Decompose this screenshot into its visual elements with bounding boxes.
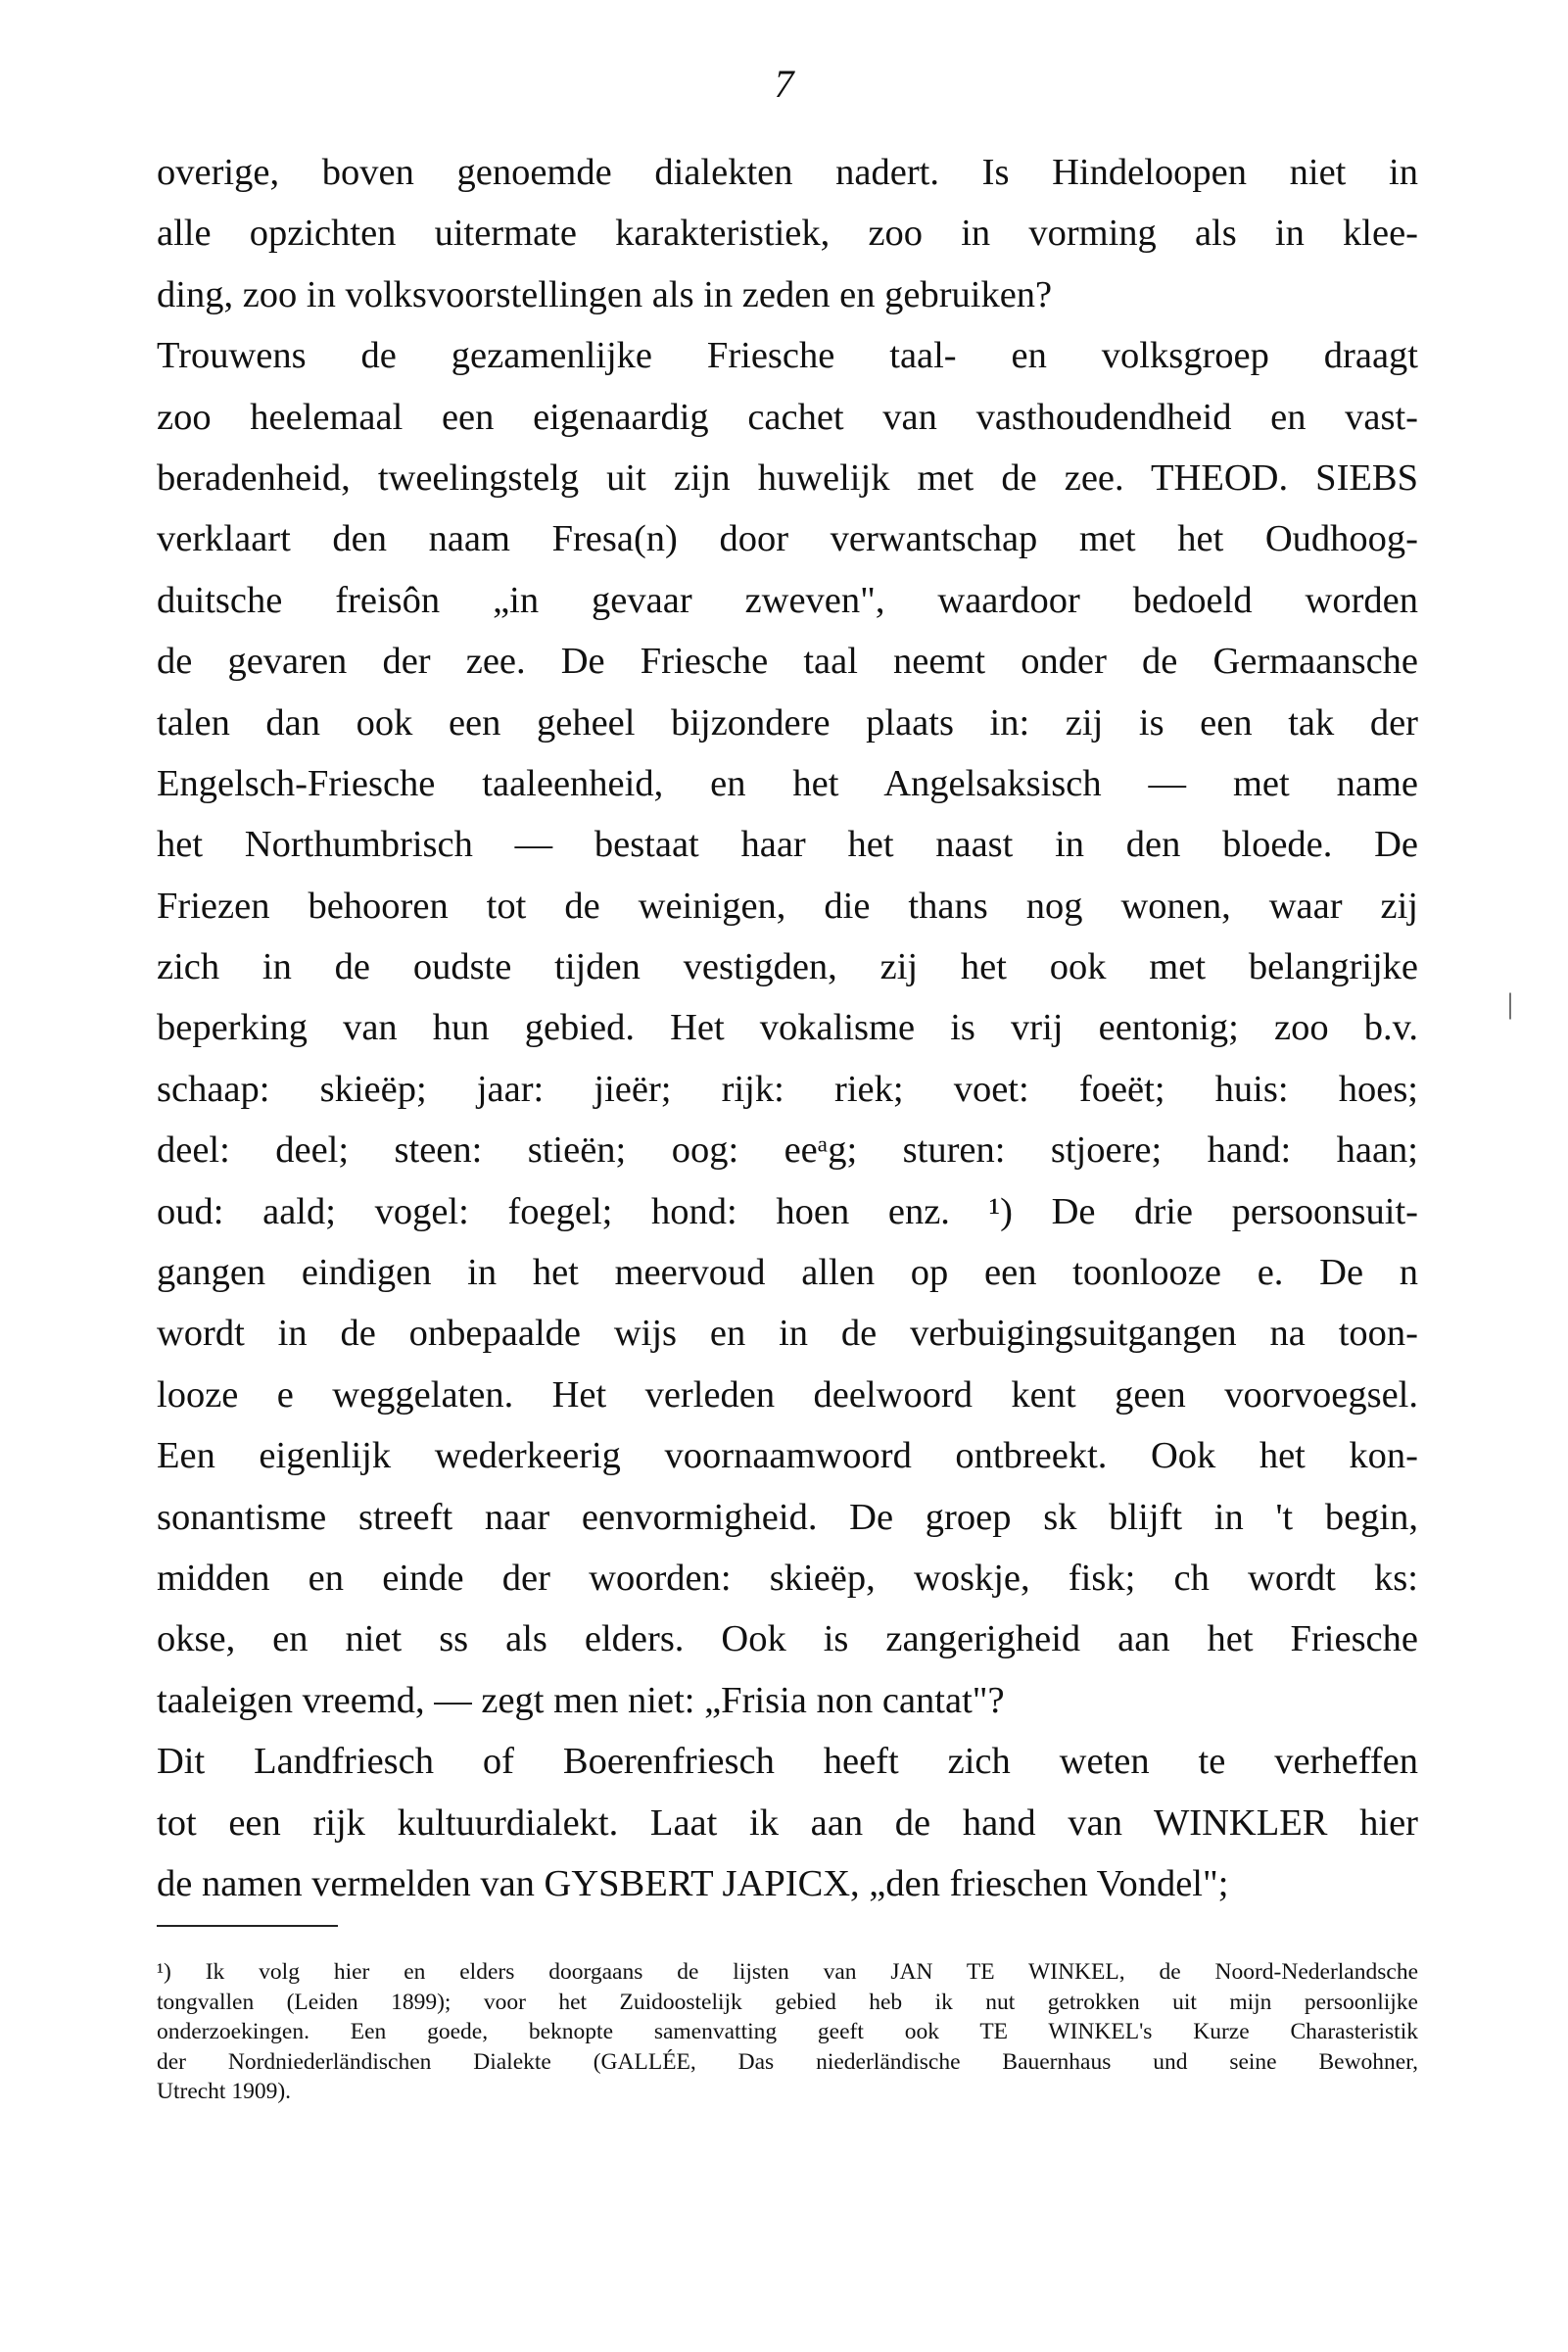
text-line: Engelsch-Friesche taaleenheid, en het Angelsaksisch — met name bbox=[157, 762, 1418, 804]
footnote-line: der Nordniederländischen Dialekte (GALLÉE, Das niederländische Bauernhaus und seine Bewohner, bbox=[157, 2048, 1418, 2075]
text-line: zoo heelemaal een eigenaardig cachet van vasthoudendheid en vast- bbox=[157, 396, 1418, 438]
text-line: oud: aald; vogel: foegel; hond: hoen enz. ¹) De drie persoonsuit- bbox=[157, 1190, 1418, 1232]
footnote-line: Utrecht 1909). bbox=[157, 2079, 292, 2104]
text-line: taaleigen vreemd, — zegt men niet: „Frisia non cantat"? bbox=[157, 1679, 1005, 1721]
text-line: sonantisme streeft naar eenvormigheid. De groep sk blijft in 't begin, bbox=[157, 1496, 1418, 1538]
text-line: deel: deel; steen: stieën; oog: eeᵃg; sturen: stjoere; hand: haan; bbox=[157, 1129, 1418, 1172]
text-line: schaap: skieëp; jaar: jieër; rijk: riek; voet: foeët; huis: hoes; bbox=[157, 1068, 1418, 1110]
text-line: midden en einde der woorden: skieëp, woskje, fisk; ch wordt ks: bbox=[157, 1557, 1418, 1599]
text-line: gangen eindigen in het meervoud allen op een toonlooze e. De n bbox=[157, 1252, 1418, 1294]
footnote-line: onderzoekingen. Een goede, beknopte samenvatting geeft ook TE WINKEL's Kurze Charasteristik bbox=[157, 2019, 1418, 2044]
text-line: ding, zoo in volksvoorstellingen als in zeden en gebruiken? bbox=[157, 273, 1053, 315]
body-text bbox=[157, 142, 1418, 1914]
text-line: duitsche freisôn „in gevaar zweven", waardoor bedoeld worden bbox=[157, 579, 1418, 621]
text-line: Friezen behooren tot de weinigen, die thans nog wonen, waar zij bbox=[157, 885, 1418, 927]
text-line: Dit Landfriesch of Boerenfriesch heeft zich weten te verheffen bbox=[157, 1741, 1418, 1783]
text-line: het Northumbrisch — bestaat haar het naast in den bloede. De bbox=[157, 824, 1418, 866]
footnote-line: ¹) Ik volg hier en elders doorgaans de lijsten van JAN TE WINKEL, de Noord-Nederlandsche bbox=[157, 1959, 1418, 1985]
text-line: de gevaren der zee. De Friesche taal neemt onder de Germaansche bbox=[157, 641, 1418, 683]
text-line: talen dan ook een geheel bijzondere plaats in: zij is een tak der bbox=[157, 701, 1418, 744]
margin-mark: | bbox=[1507, 987, 1514, 1020]
text-line: looze e weggelaten. Het verleden deelwoord kent geen voorvoegsel. bbox=[157, 1373, 1418, 1416]
text-line: overige, boven genoemde dialekten nadert. Is Hindeloopen niet in bbox=[157, 152, 1418, 193]
text-line: beperking van hun gebied. Het vokalisme is vrij eentonig; zoo b.v. bbox=[157, 1007, 1418, 1049]
text-line: okse, en niet ss als elders. Ook is zangerigheid aan het Friesche bbox=[157, 1618, 1418, 1660]
text-line: tot een rijk kultuurdialekt. Laat ik aan de hand van WINKLER hier bbox=[157, 1801, 1418, 1844]
text-line: Trouwens de gezamenlijke Friesche taal- en volksgroep draagt bbox=[157, 335, 1418, 377]
page-number: 7 bbox=[774, 62, 794, 106]
footnote-divider bbox=[157, 1925, 338, 1927]
text-line: zich in de oudste tijden vestigden, zij het ook met belangrijke bbox=[157, 946, 1418, 988]
text-line: verklaart den naam Fresa(n) door verwantschap met het Oudhoog- bbox=[157, 518, 1418, 560]
text-line: wordt in de onbepaalde wijs en in de verbuigingsuitgangen na toon- bbox=[157, 1313, 1418, 1355]
text-line: de namen vermelden van GYSBERT JAPICX, „den frieschen Vondel"; bbox=[157, 1862, 1229, 1904]
footnote-line: tongvallen (Leiden 1899); voor het Zuidoostelijk gebied heb ik nut getrokken uit mijn persoonlijke bbox=[157, 1989, 1418, 2015]
text-line: Een eigenlijk wederkeerig voornaamwoord ontbreekt. Ook het kon- bbox=[157, 1435, 1418, 1477]
footnotes bbox=[157, 1957, 1418, 2107]
text-line: alle opzichten uitermate karakteristiek, zoo in vorming als in klee- bbox=[157, 213, 1418, 255]
text-line: beradenheid, tweelingstelg uit zijn huwelijk met de zee. THEOD. SIEBS bbox=[157, 456, 1418, 499]
